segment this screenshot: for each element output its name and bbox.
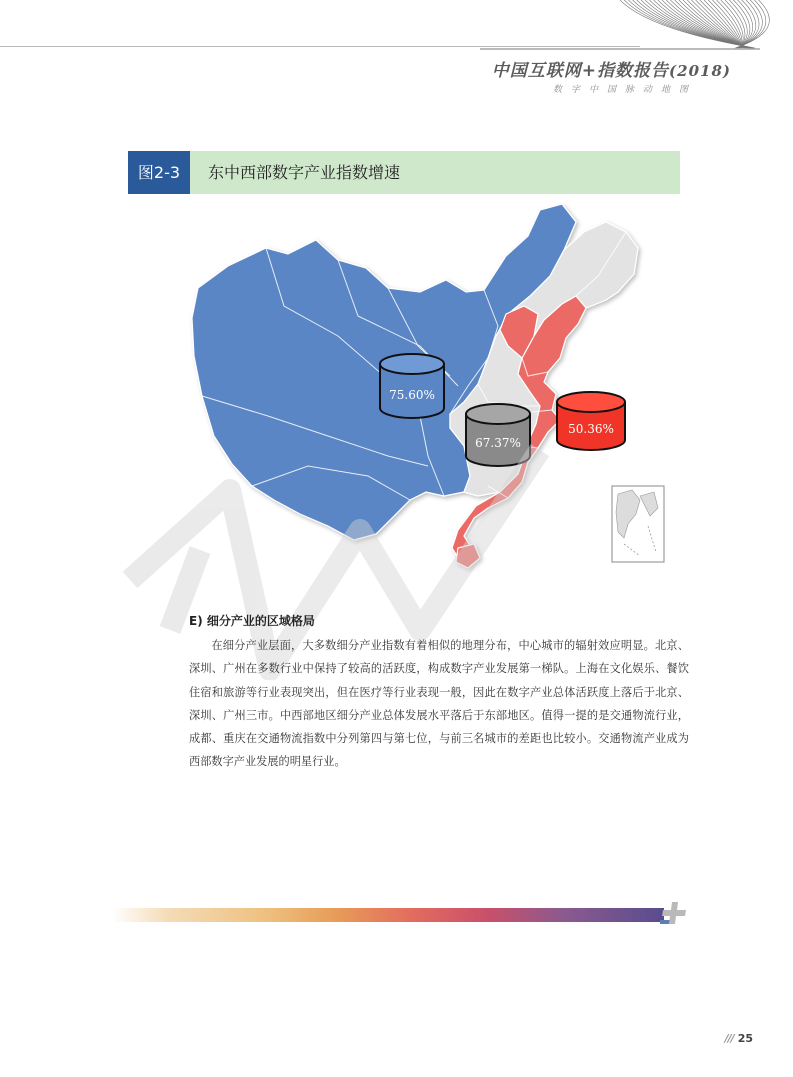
footer-gradient-bar <box>112 908 664 922</box>
page-number-slashes: /// <box>724 1032 734 1045</box>
central-cylinder <box>466 404 530 466</box>
page-number-value: 25 <box>737 1032 753 1045</box>
west-growth-label: 75.60% <box>389 388 435 402</box>
plus-icon <box>658 900 688 926</box>
central-growth-label: 67.37% <box>475 436 521 450</box>
figure-title: 东中西部数字产业指数增速 <box>208 163 401 182</box>
west-cylinder <box>380 354 444 418</box>
hainan-island <box>456 544 480 568</box>
section-heading: E) 细分产业的区域格局 <box>189 614 315 628</box>
east-cylinder <box>557 392 625 450</box>
body-paragraph: 在细分产业层面，大多数细分产业指数有着相似的地理分布，中心城市的辐射效应明显。北京、深圳、广州在多数行业中保持了较高的活跃度，构成数字产业发展第一梯队。上海在文化娱乐、餐饮住宿和旅游等行业表现突出，但在医疗等行业表现一般，因此在数字产业总体活跃度上落后于北京、深圳、广州三市。中西部地区细分产业总体发展水平落后于东部地区。值得一提的是交通物流行业，成都、重庆在交通物流指数中分列第四与第七位，与前三名城市的差距也比较小。交通物流产业成为西部数字产业发展的明星行业。 <box>189 639 689 769</box>
east-growth-label: 50.36% <box>568 422 614 436</box>
header-decoration-lines <box>470 0 790 52</box>
report-title-text: 中国互联网+指数报告 <box>491 61 670 81</box>
report-subtitle: 数字中国脉动地图 <box>552 85 697 95</box>
report-year: (2018) <box>669 62 731 80</box>
south-china-sea-inset <box>612 486 664 562</box>
china-region-map <box>188 196 678 578</box>
report-title <box>492 56 731 81</box>
figure-number: 图2-3 <box>128 151 190 194</box>
page-number <box>725 1032 753 1045</box>
